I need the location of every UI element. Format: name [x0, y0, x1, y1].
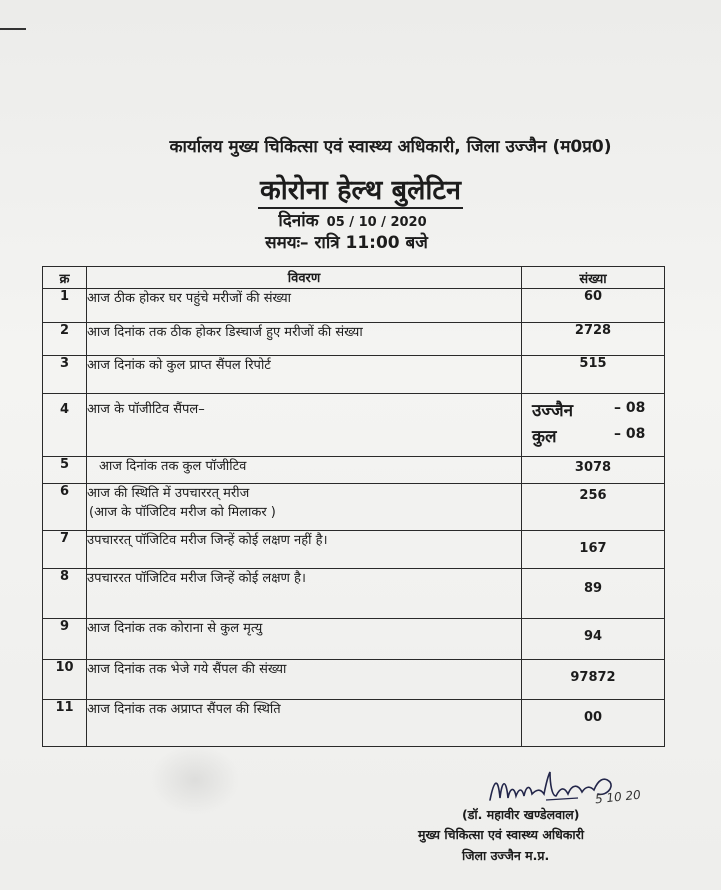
header-count: संख्या — [522, 267, 665, 289]
signer-district: जिला उज्जैन म.प्र. — [462, 848, 550, 863]
total-label: कुल — [532, 427, 557, 447]
table-row — [43, 660, 665, 700]
row-description: आज दिनांक तक कुल पॉजीटिव — [87, 457, 522, 484]
row-number: 9 — [43, 619, 87, 660]
row-count: 89 — [522, 569, 665, 619]
table-row — [43, 569, 665, 619]
row-count: 256 — [522, 484, 665, 531]
table-row — [43, 531, 665, 569]
time-line: समयः– रात्रि 11:00 बजे — [265, 233, 428, 253]
row-description: आज दिनांक तक ठीक होकर डिस्चार्ज हुए मरीजों की संख्या — [87, 323, 522, 356]
table-row — [43, 457, 665, 484]
row-number: 6 — [43, 484, 87, 531]
row-count: 167 — [522, 531, 665, 569]
signature-date: 5 10 20 — [594, 787, 642, 807]
row-count: 3078 — [522, 457, 665, 484]
date-line — [0, 208, 713, 231]
table-row — [43, 619, 665, 660]
row-number: 7 — [43, 531, 87, 569]
row-count: 97872 — [522, 660, 665, 700]
row-description-line1: आज की स्थिति में उपचाररत् मरीज — [87, 486, 250, 501]
bulletin-table — [42, 266, 665, 747]
positive-breakdown — [522, 394, 665, 457]
header-description: विवरण — [87, 267, 522, 289]
table-row — [43, 394, 665, 457]
ujjain-value: – 08 — [614, 400, 646, 416]
row-description-line2: (आज के पॉजिटिव मरीज को मिलाकर ) — [89, 505, 276, 520]
row-description: आज के पॉजीटिव सैंपल– — [87, 394, 522, 457]
signer-name: (डॉ. महावीर खण्डेलवाल) — [462, 807, 580, 822]
table-row — [43, 323, 665, 356]
row-description: उपचाररत पॉजिटिव मरीज जिन्हें कोई लक्षण है। — [87, 569, 522, 619]
table-row — [43, 289, 665, 323]
row-description: आज दिनांक को कुल प्राप्त सैंपल रिपोर्ट — [87, 356, 522, 394]
row-description: आज ठीक होकर घर पहुंचे मरीजों की संख्या — [87, 289, 522, 323]
signer-designation: मुख्य चिकित्सा एवं स्वास्थ्य अधिकारी — [418, 827, 584, 842]
row-count: 2728 — [522, 323, 665, 356]
ujjain-positive — [532, 398, 646, 421]
row-count: 515 — [522, 356, 665, 394]
row-description — [87, 484, 522, 531]
bulletin-title-text: कोरोना हेल्थ बुलेटिन — [258, 175, 463, 209]
row-number: 2 — [43, 323, 87, 356]
total-positive — [532, 424, 646, 447]
row-description: आज दिनांक तक कोराना से कुल मृत्यु — [87, 619, 522, 660]
table-header-row — [43, 267, 665, 289]
table-row — [43, 484, 665, 531]
office-heading: कार्यालय मुख्य चिकित्सा एवं स्वास्थ्य अधिकारी, जिला उज्जैन (म0प्र0) — [169, 137, 612, 157]
row-number: 3 — [43, 356, 87, 394]
paper-smudge — [150, 745, 240, 815]
corner-mark — [0, 28, 26, 30]
row-number: 4 — [43, 394, 87, 457]
row-count: 60 — [522, 289, 665, 323]
date-label: दिनांक — [278, 211, 319, 231]
table-row — [43, 356, 665, 394]
row-description: आज दिनांक तक अप्राप्त सैंपल की स्थिति — [87, 700, 522, 747]
table-row — [43, 700, 665, 747]
row-description: आज दिनांक तक भेजे गये सैंपल की संख्या — [87, 660, 522, 700]
date-value: 05 / 10 / 2020 — [326, 215, 427, 230]
header-number: क्र — [43, 267, 87, 289]
row-number: 5 — [43, 457, 87, 484]
ujjain-label: उज्जैन — [532, 401, 574, 421]
total-value: – 08 — [614, 426, 646, 442]
row-number: 11 — [43, 700, 87, 747]
row-count: 00 — [522, 700, 665, 747]
row-number: 10 — [43, 660, 87, 700]
row-number: 8 — [43, 569, 87, 619]
row-number: 1 — [43, 289, 87, 323]
row-description: उपचाररत् पॉजिटिव मरीज जिन्हें कोई लक्षण नहीं है। — [87, 531, 522, 569]
bulletin-title — [0, 170, 721, 207]
row-count: 94 — [522, 619, 665, 660]
